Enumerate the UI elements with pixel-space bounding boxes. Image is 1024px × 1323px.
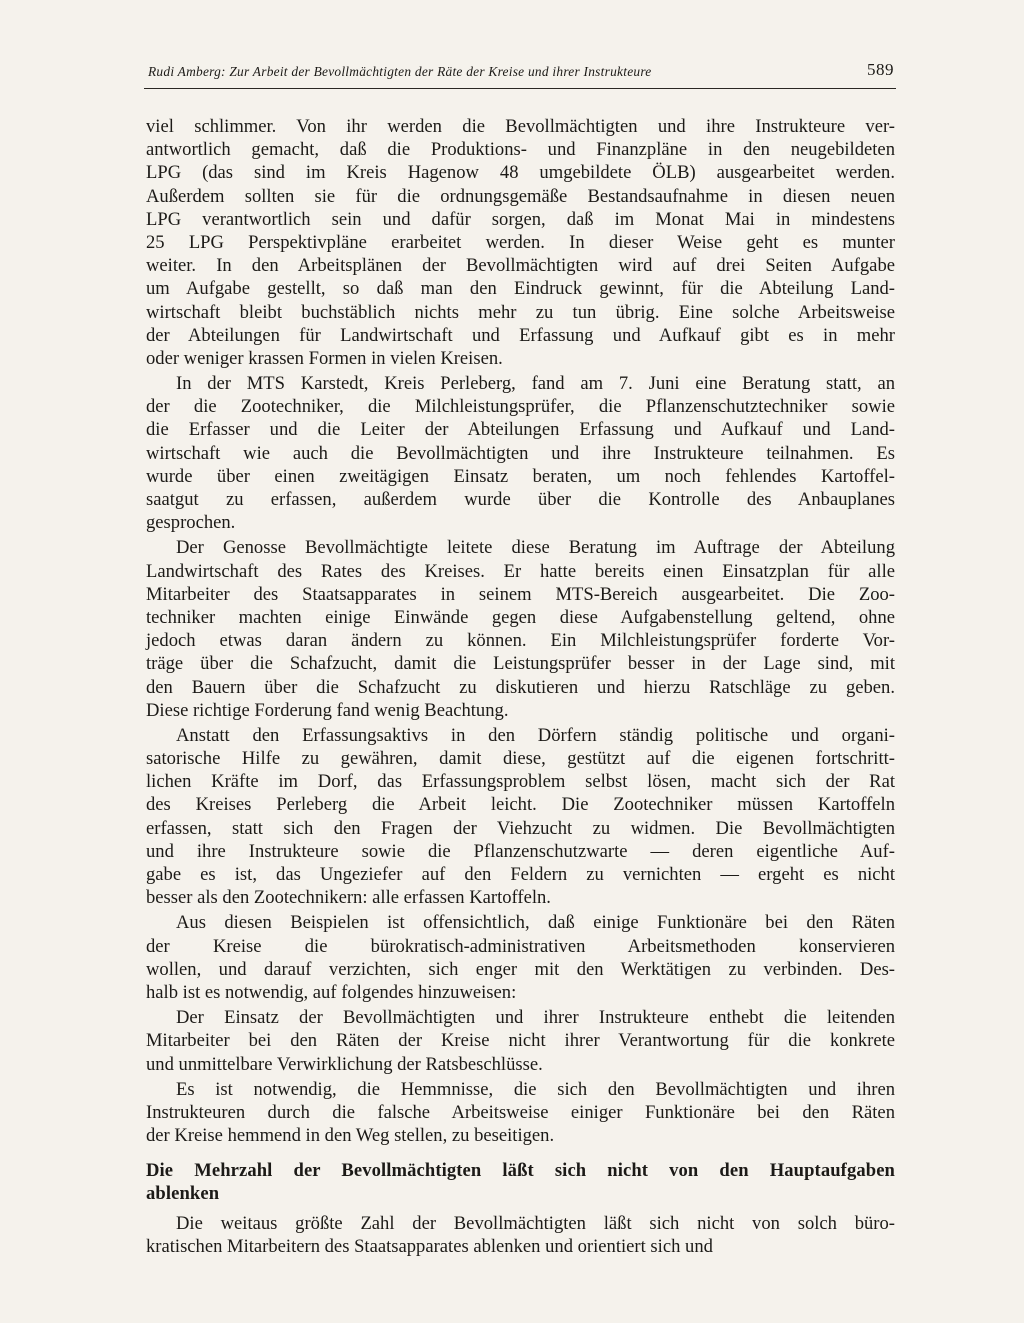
text-line: Mitarbeiter des Staatsapparates in seinem MTS-Bereich ausgearbeitet. Die Zoo- bbox=[146, 583, 895, 605]
text-line: um Aufgabe gestellt, so daß man den Eindruck gewinnt, für die Abteilung Land- bbox=[146, 278, 895, 300]
text-line: Es ist notwendig, die Hemmnisse, die sich den Bevollmächtigten und ihren bbox=[176, 1078, 895, 1100]
text-line: viel schlimmer. Von ihr werden die Bevollmächtigten und ihre Instrukteure ver- bbox=[146, 116, 895, 137]
running-title: Rudi Amberg: Zur Arbeit der Bevollmächtigten der Räte der Kreise und ihrer Instrukteure bbox=[148, 64, 652, 79]
text-line: und ihre Instrukteure sowie die Pflanzenschutzwarte — deren eigentliche Auf- bbox=[146, 840, 895, 862]
paragraph bbox=[146, 536, 895, 722]
paragraph bbox=[146, 1078, 895, 1148]
text-line: Instrukteuren durch die falsche Arbeitsweise einiger Funktionäre bei den Räten bbox=[146, 1101, 895, 1123]
paragraph bbox=[146, 372, 895, 534]
text-line: Anstatt den Erfassungsaktivs in den Dörfern ständig politische und organi- bbox=[176, 724, 895, 746]
text-line: LPG (das sind im Kreis Hagenow 48 umgebildete ÖLB) ausgearbeitet werden. bbox=[146, 162, 895, 184]
text-line: halb ist es notwendig, auf folgendes hinzuweisen: bbox=[146, 981, 517, 1003]
text-line: lichen Kräfte im Dorf, das Erfassungsproblem selbst lösen, macht sich der Rat bbox=[146, 771, 895, 793]
text-line: besser als den Zootechnikern: alle erfassen Kartoffeln. bbox=[146, 887, 551, 909]
text-line: und unmittelbare Verwirklichung der Ratsbeschlüsse. bbox=[146, 1053, 543, 1075]
text-line: LPG verantwortlich sein und dafür sorgen, daß im Monat Mai in mindestens bbox=[146, 208, 895, 230]
text-line: wirtschaft wie auch die Bevollmächtigten und ihre Instrukteure teilnahmen. Es bbox=[146, 442, 895, 464]
text-line: Der Genosse Bevollmächtigte leitete diese Beratung im Auftrage der Abteilung bbox=[176, 537, 895, 559]
text-line: der Kreise hemmend in den Weg stellen, zu beseitigen. bbox=[146, 1125, 555, 1147]
text-line: saatgut zu erfassen, außerdem wurde über die Kontrolle des Anbauplanes bbox=[146, 489, 895, 510]
text-line: Der Einsatz der Bevollmächtigten und ihrer Instrukteure enthebt die leitenden bbox=[176, 1007, 895, 1029]
text-line: die Erfasser und die Leiter der Abteilungen Erfassung und Aufkauf und Land- bbox=[146, 419, 895, 441]
text-line: wurde über einen zweitägigen Einsatz beraten, um noch fehlendes Kartoffel- bbox=[146, 465, 895, 487]
text-line: Landwirtschaft des Rates des Kreises. Er hatte bereits einen Einsatzplan für alle bbox=[146, 560, 895, 582]
page-number: 589 bbox=[867, 60, 894, 79]
text-line: der Abteilungen für Landwirtschaft und Erfassung und Aufkauf gibt es in mehr bbox=[146, 324, 895, 346]
text-line: Diese richtige Forderung fand wenig Beachtung. bbox=[146, 699, 509, 721]
text-line: den Bauern über die Schafzucht zu diskutieren und hierzu Ratschläge zu geben. bbox=[146, 676, 895, 698]
text-line: Die weitaus größte Zahl der Bevollmächtigten läßt sich nicht von solch büro- bbox=[176, 1212, 895, 1234]
text-line: 25 LPG Perspektivpläne erarbeitet werden. In dieser Weise geht es munter bbox=[146, 231, 895, 253]
text-line: oder weniger krassen Formen in vielen Kreisen. bbox=[146, 347, 503, 369]
text-line: weiter. In den Arbeitsplänen der Bevollmächtigten wird auf drei Seiten Aufgabe bbox=[146, 255, 895, 277]
text-line: antwortlich gemacht, daß die Produktions- und Finanzpläne in den neugebildeten bbox=[146, 139, 895, 161]
body-text bbox=[146, 115, 895, 1260]
text-line: Außerdem sollten sie für die ordnungsgemäße Bestandsaufnahme in diesen neuen bbox=[146, 185, 895, 207]
text-line: kratischen Mitarbeitern des Staatsapparates ablenken und orientiert sich und bbox=[146, 1235, 713, 1257]
text-line: Mitarbeiter bei den Räten der Kreise nicht ihrer Verantwortung für die konkrete bbox=[146, 1030, 895, 1052]
running-header bbox=[144, 58, 896, 89]
text-line: jedoch etwas daran ändern zu können. Ein Milchleistungsprüfer forderte Vor- bbox=[146, 630, 895, 652]
paragraph bbox=[146, 724, 895, 910]
text-line: träge über die Schafzucht, damit die Leistungsprüfer besser in der Lage sind, mit bbox=[146, 653, 895, 675]
paragraph bbox=[146, 115, 895, 370]
text-line: gesprochen. bbox=[146, 512, 236, 534]
text-line: In der MTS Karstedt, Kreis Perleberg, fand am 7. Juni eine Beratung statt, an bbox=[176, 373, 895, 395]
section-heading bbox=[146, 1159, 895, 1205]
text-line: der die Zootechniker, die Milchleistungsprüfer, die Pflanzenschutztechniker sowie bbox=[146, 396, 895, 418]
text-line: gabe es ist, das Ungeziefer auf den Feldern zu vernichten — ergeht es nicht bbox=[146, 864, 895, 885]
text-line: wirtschaft bleibt buchstäblich nichts mehr zu tun übrig. Eine solche Arbeitsweise bbox=[146, 301, 895, 323]
text-line: wollen, und darauf verzichten, sich enger mit den Werktätigen zu verbinden. Des- bbox=[146, 958, 895, 980]
text-line: Die Mehrzahl der Bevollmächtigten läßt sich nicht von den Hauptaufgaben bbox=[146, 1160, 895, 1182]
text-line: satorische Hilfe zu gewähren, damit diese, gestützt auf die eigenen fortschritt- bbox=[146, 748, 895, 770]
paragraph bbox=[146, 1006, 895, 1076]
text-line: des Kreises Perleberg die Arbeit leicht. Die Zootechniker müssen Kartoffeln bbox=[146, 794, 895, 816]
text-line: ablenken bbox=[146, 1183, 220, 1205]
text-line: techniker machten einige Einwände gegen diese Aufgabenstellung geltend, ohne bbox=[146, 606, 895, 628]
text-line: der Kreise die bürokratisch-administrativen Arbeitsmethoden konservieren bbox=[146, 935, 895, 957]
text-line: Aus diesen Beispielen ist offensichtlich, daß einige Funktionäre bei den Räten bbox=[176, 912, 895, 934]
text-line: erfassen, statt sich den Fragen der Viehzucht zu widmen. Die Bevollmächtigten bbox=[146, 817, 895, 839]
paragraph bbox=[146, 1212, 895, 1258]
paragraph bbox=[146, 911, 895, 1004]
